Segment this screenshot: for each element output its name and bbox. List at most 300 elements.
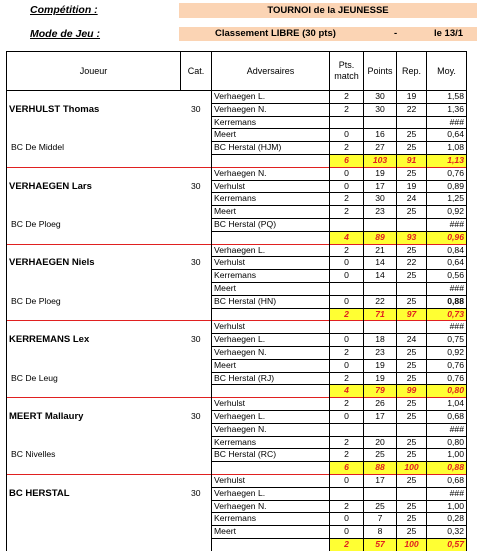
table-row	[7, 436, 467, 449]
points: 14	[364, 270, 397, 283]
col-adversaires: Adversaires	[212, 52, 330, 91]
player-club: BC De Middel	[7, 142, 181, 155]
results-body	[7, 52, 467, 551]
category-cell	[181, 462, 212, 475]
average: 1,00	[427, 500, 467, 513]
table-row	[7, 321, 467, 334]
total-average: 0,96	[427, 231, 467, 244]
opponent-name: Meert	[212, 282, 330, 295]
match-points: 2	[330, 500, 364, 513]
player-name: MEERT Mallaury	[7, 410, 181, 423]
repetitions: 25	[397, 295, 427, 308]
player-category: 30	[190, 180, 201, 191]
repetitions	[397, 321, 427, 334]
mode-label: Mode de Jeu :	[30, 28, 101, 40]
points: 30	[364, 91, 397, 104]
player-cell	[7, 116, 181, 129]
opponent-name: Kerremans	[212, 436, 330, 449]
category-cell	[181, 193, 212, 206]
match-points: 2	[330, 103, 364, 116]
total-average: 0,80	[427, 385, 467, 398]
table-row	[7, 423, 467, 436]
category-cell	[181, 116, 212, 129]
table-row	[7, 526, 467, 539]
opponent-name: Verhulst	[212, 321, 330, 334]
total-match-points: 4	[330, 385, 364, 398]
opponent-name	[212, 538, 330, 550]
opponent-name: Verhaegen N.	[212, 103, 330, 116]
match-points: 2	[330, 372, 364, 385]
average: 0,75	[427, 334, 467, 347]
points	[364, 116, 397, 129]
opponent-name: Kerremans	[212, 513, 330, 526]
points: 17	[364, 180, 397, 193]
repetitions: 22	[397, 257, 427, 270]
category-cell	[181, 385, 212, 398]
player-club: BC De Leug	[7, 372, 181, 385]
opponent-name: BC Herstal (PQ)	[212, 218, 330, 231]
table-row	[7, 142, 467, 155]
total-average: 0,57	[427, 538, 467, 550]
points	[364, 321, 397, 334]
match-points: 2	[330, 206, 364, 219]
player-cell	[7, 91, 181, 104]
opponent-name: Kerremans	[212, 193, 330, 206]
player-name: KERREMANS Lex	[7, 334, 181, 347]
category-cell	[181, 308, 212, 321]
opponent-name: Verhaegen L.	[212, 410, 330, 423]
category-cell	[181, 449, 212, 462]
match-points: 0	[330, 270, 364, 283]
total-row	[7, 462, 467, 475]
match-points: 2	[330, 193, 364, 206]
opponent-name	[212, 462, 330, 475]
mode-dash: -	[394, 28, 398, 39]
points: 30	[364, 103, 397, 116]
player-cell	[7, 282, 181, 295]
total-match-points: 2	[330, 308, 364, 321]
category-cell	[181, 423, 212, 436]
match-points: 0	[330, 474, 364, 487]
match-points: 0	[330, 180, 364, 193]
total-repetitions: 93	[397, 231, 427, 244]
repetitions: 25	[397, 206, 427, 219]
average: 0,32	[427, 526, 467, 539]
table-row	[7, 295, 467, 308]
points: 16	[364, 129, 397, 142]
total-match-points: 6	[330, 154, 364, 167]
match-points: 0	[330, 129, 364, 142]
match-points: 2	[330, 436, 364, 449]
repetitions: 25	[397, 359, 427, 372]
category-cell	[181, 526, 212, 539]
opponent-name: BC Herstal (HJM)	[212, 142, 330, 155]
category-cell	[181, 218, 212, 231]
average: 1,04	[427, 398, 467, 411]
repetitions: 25	[397, 270, 427, 283]
match-points: 2	[330, 449, 364, 462]
average: 0,88	[427, 295, 467, 308]
col-points: Points	[364, 52, 397, 91]
player-cell	[7, 359, 181, 372]
player-name: VERHAEGEN Niels	[7, 257, 181, 270]
points	[364, 282, 397, 295]
player-name: VERHAEGEN Lars	[7, 180, 181, 193]
points: 17	[364, 474, 397, 487]
player-cell	[7, 308, 181, 321]
table-row	[7, 334, 467, 347]
total-row	[7, 385, 467, 398]
match-points: 2	[330, 142, 364, 155]
player-category: 30	[190, 410, 201, 421]
average: 0,92	[427, 206, 467, 219]
mode-name: Classement LIBRE (30 pts)	[215, 28, 336, 39]
player-club	[7, 526, 181, 539]
opponent-name: Meert	[212, 129, 330, 142]
opponent-name: Verhaegen N.	[212, 167, 330, 180]
repetitions	[397, 487, 427, 500]
repetitions: 25	[397, 436, 427, 449]
col-rep: Rep.	[397, 52, 427, 91]
player-cell	[7, 346, 181, 359]
opponent-name: Verhaegen N.	[212, 346, 330, 359]
table-row	[7, 116, 467, 129]
points	[364, 487, 397, 500]
match-points: 0	[330, 257, 364, 270]
repetitions: 25	[397, 500, 427, 513]
category-cell	[181, 270, 212, 283]
points: 20	[364, 436, 397, 449]
player-club: BC De Ploeg	[7, 295, 181, 308]
points: 7	[364, 513, 397, 526]
category-cell	[181, 538, 212, 550]
player-category: 30	[190, 103, 201, 114]
player-cell	[7, 500, 181, 513]
category-cell	[181, 372, 212, 385]
average: 0,76	[427, 359, 467, 372]
repetitions: 25	[397, 398, 427, 411]
player-cell	[7, 513, 181, 526]
table-row	[7, 206, 467, 219]
points: 26	[364, 398, 397, 411]
repetitions	[397, 116, 427, 129]
table-row	[7, 487, 467, 500]
points: 21	[364, 244, 397, 257]
table-row	[7, 359, 467, 372]
category-cell	[181, 513, 212, 526]
points: 19	[364, 372, 397, 385]
total-repetitions: 97	[397, 308, 427, 321]
opponent-name: Kerremans	[212, 116, 330, 129]
opponent-name: Meert	[212, 526, 330, 539]
points: 30	[364, 193, 397, 206]
average: 0,68	[427, 410, 467, 423]
column-header-row	[7, 52, 467, 91]
category-cell	[181, 206, 212, 219]
player-cell	[7, 423, 181, 436]
table-row	[7, 346, 467, 359]
match-points: 2	[330, 398, 364, 411]
competition-title: TOURNOI de la JEUNESSE	[267, 5, 389, 16]
repetitions: 25	[397, 474, 427, 487]
player-cell	[7, 538, 181, 550]
repetitions: 25	[397, 513, 427, 526]
match-points: 2	[330, 91, 364, 104]
player-cell	[7, 129, 181, 142]
table-row	[7, 193, 467, 206]
opponent-name: Verhaegen L.	[212, 91, 330, 104]
category-cell	[181, 129, 212, 142]
col-cat: Cat.	[181, 52, 212, 91]
total-row	[7, 231, 467, 244]
table-row	[7, 449, 467, 462]
col-joueur: Joueur	[7, 52, 181, 91]
average: 0,68	[427, 474, 467, 487]
total-repetitions: 99	[397, 385, 427, 398]
opponent-name: Verhaegen N.	[212, 500, 330, 513]
category-cell	[181, 398, 212, 411]
repetitions: 19	[397, 91, 427, 104]
table-row	[7, 513, 467, 526]
player-category: 30	[190, 257, 201, 268]
average: ###	[427, 321, 467, 334]
average: 0,89	[427, 180, 467, 193]
match-points	[330, 218, 364, 231]
match-points	[330, 487, 364, 500]
opponent-name: Verhaegen L.	[212, 487, 330, 500]
category-cell	[181, 142, 212, 155]
points: 19	[364, 167, 397, 180]
table-row	[7, 474, 467, 487]
average: 1,00	[427, 449, 467, 462]
repetitions: 25	[397, 346, 427, 359]
total-points: 89	[364, 231, 397, 244]
repetitions	[397, 218, 427, 231]
average: 0,80	[427, 436, 467, 449]
category-cell	[181, 474, 212, 487]
average: ###	[427, 116, 467, 129]
total-match-points: 4	[330, 231, 364, 244]
category-cell	[181, 91, 212, 104]
opponent-name: Meert	[212, 359, 330, 372]
category-cell	[181, 321, 212, 334]
category-cell	[181, 167, 212, 180]
average: 0,56	[427, 270, 467, 283]
repetitions: 25	[397, 449, 427, 462]
opponent-name: Verhulst	[212, 398, 330, 411]
total-points: 57	[364, 538, 397, 550]
player-name: BC HERSTAL	[7, 487, 181, 500]
player-cell	[7, 231, 181, 244]
average: ###	[427, 282, 467, 295]
opponent-name: Verhulst	[212, 474, 330, 487]
category-cell	[181, 500, 212, 513]
table-row	[7, 91, 467, 104]
opponent-name: Verhulst	[212, 180, 330, 193]
match-points	[330, 116, 364, 129]
match-points: 0	[330, 167, 364, 180]
average: 1,08	[427, 142, 467, 155]
points: 27	[364, 142, 397, 155]
repetitions: 24	[397, 193, 427, 206]
player-cell	[7, 206, 181, 219]
points	[364, 218, 397, 231]
mode-value	[179, 27, 477, 41]
points	[364, 423, 397, 436]
average: ###	[427, 487, 467, 500]
table-row	[7, 398, 467, 411]
repetitions: 25	[397, 410, 427, 423]
category-cell	[181, 231, 212, 244]
table-row	[7, 410, 467, 423]
player-cell	[7, 167, 181, 180]
match-points	[330, 282, 364, 295]
category-cell	[181, 244, 212, 257]
average: ###	[427, 423, 467, 436]
average: 0,28	[427, 513, 467, 526]
match-points: 0	[330, 334, 364, 347]
results-table	[6, 51, 467, 551]
table-row	[7, 270, 467, 283]
total-repetitions: 100	[397, 462, 427, 475]
opponent-name	[212, 385, 330, 398]
category-cell	[181, 346, 212, 359]
total-match-points: 2	[330, 538, 364, 550]
average: 0,76	[427, 167, 467, 180]
total-average: 0,88	[427, 462, 467, 475]
player-cell	[7, 270, 181, 283]
repetitions: 25	[397, 142, 427, 155]
opponent-name: Verhaegen N.	[212, 423, 330, 436]
total-average: 0,73	[427, 308, 467, 321]
repetitions	[397, 423, 427, 436]
points: 14	[364, 257, 397, 270]
table-row	[7, 218, 467, 231]
player-cell	[7, 398, 181, 411]
repetitions: 25	[397, 167, 427, 180]
table-row	[7, 372, 467, 385]
table-row	[7, 103, 467, 116]
player-cell	[7, 244, 181, 257]
player-cell	[7, 321, 181, 334]
mode-date: le 13/1	[434, 28, 464, 39]
average: 1,36	[427, 103, 467, 116]
total-match-points: 6	[330, 462, 364, 475]
category-cell	[181, 436, 212, 449]
match-points: 0	[330, 359, 364, 372]
table-row	[7, 180, 467, 193]
match-points: 2	[330, 244, 364, 257]
match-points: 0	[330, 526, 364, 539]
player-cell	[7, 193, 181, 206]
opponent-name: Meert	[212, 206, 330, 219]
total-repetitions: 91	[397, 154, 427, 167]
competition-value	[179, 3, 477, 18]
total-average: 1,13	[427, 154, 467, 167]
average: 0,92	[427, 346, 467, 359]
repetitions: 24	[397, 334, 427, 347]
opponent-name: BC Herstal (HN)	[212, 295, 330, 308]
match-points	[330, 423, 364, 436]
competition-label: Compétition :	[30, 4, 98, 16]
average: 0,64	[427, 257, 467, 270]
player-category: 30	[190, 487, 201, 498]
points: 25	[364, 449, 397, 462]
table-row	[7, 282, 467, 295]
col-moy: Moy.	[427, 52, 467, 91]
opponent-name: Kerremans	[212, 270, 330, 283]
total-points: 71	[364, 308, 397, 321]
opponent-name	[212, 308, 330, 321]
average: ###	[427, 218, 467, 231]
player-cell	[7, 462, 181, 475]
points: 17	[364, 410, 397, 423]
average: 1,25	[427, 193, 467, 206]
points: 23	[364, 206, 397, 219]
total-row	[7, 538, 467, 550]
category-cell	[181, 154, 212, 167]
opponent-name: Verhaegen L.	[212, 244, 330, 257]
points: 23	[364, 346, 397, 359]
match-points: 2	[330, 346, 364, 359]
category-cell	[181, 295, 212, 308]
opponent-name: BC Herstal (RJ)	[212, 372, 330, 385]
match-points	[330, 321, 364, 334]
opponent-name: BC Herstal (RC)	[212, 449, 330, 462]
total-points: 88	[364, 462, 397, 475]
repetitions: 25	[397, 129, 427, 142]
total-points: 79	[364, 385, 397, 398]
player-club: BC De Ploeg	[7, 218, 181, 231]
repetitions: 22	[397, 103, 427, 116]
match-points: 0	[330, 410, 364, 423]
player-category: 30	[190, 334, 201, 345]
total-repetitions: 100	[397, 538, 427, 550]
points: 22	[364, 295, 397, 308]
opponent-name: Verhaegen L.	[212, 334, 330, 347]
total-row	[7, 154, 467, 167]
average: 1,58	[427, 91, 467, 104]
player-cell	[7, 474, 181, 487]
match-points: 0	[330, 295, 364, 308]
points: 8	[364, 526, 397, 539]
average: 0,64	[427, 129, 467, 142]
repetitions	[397, 282, 427, 295]
col-pts-match: Pts. match	[330, 52, 364, 91]
table-row	[7, 129, 467, 142]
player-name: VERHULST Thomas	[7, 103, 181, 116]
table-row	[7, 244, 467, 257]
category-cell	[181, 359, 212, 372]
opponent-name	[212, 231, 330, 244]
player-cell	[7, 436, 181, 449]
points: 18	[364, 334, 397, 347]
points: 19	[364, 359, 397, 372]
player-club: BC Nivelles	[7, 449, 181, 462]
table-row	[7, 257, 467, 270]
repetitions: 25	[397, 244, 427, 257]
table-row	[7, 500, 467, 513]
repetitions: 19	[397, 180, 427, 193]
total-points: 103	[364, 154, 397, 167]
repetitions: 25	[397, 526, 427, 539]
opponent-name: Verhulst	[212, 257, 330, 270]
category-cell	[181, 282, 212, 295]
table-row	[7, 167, 467, 180]
repetitions: 25	[397, 372, 427, 385]
total-row	[7, 308, 467, 321]
average: 0,84	[427, 244, 467, 257]
